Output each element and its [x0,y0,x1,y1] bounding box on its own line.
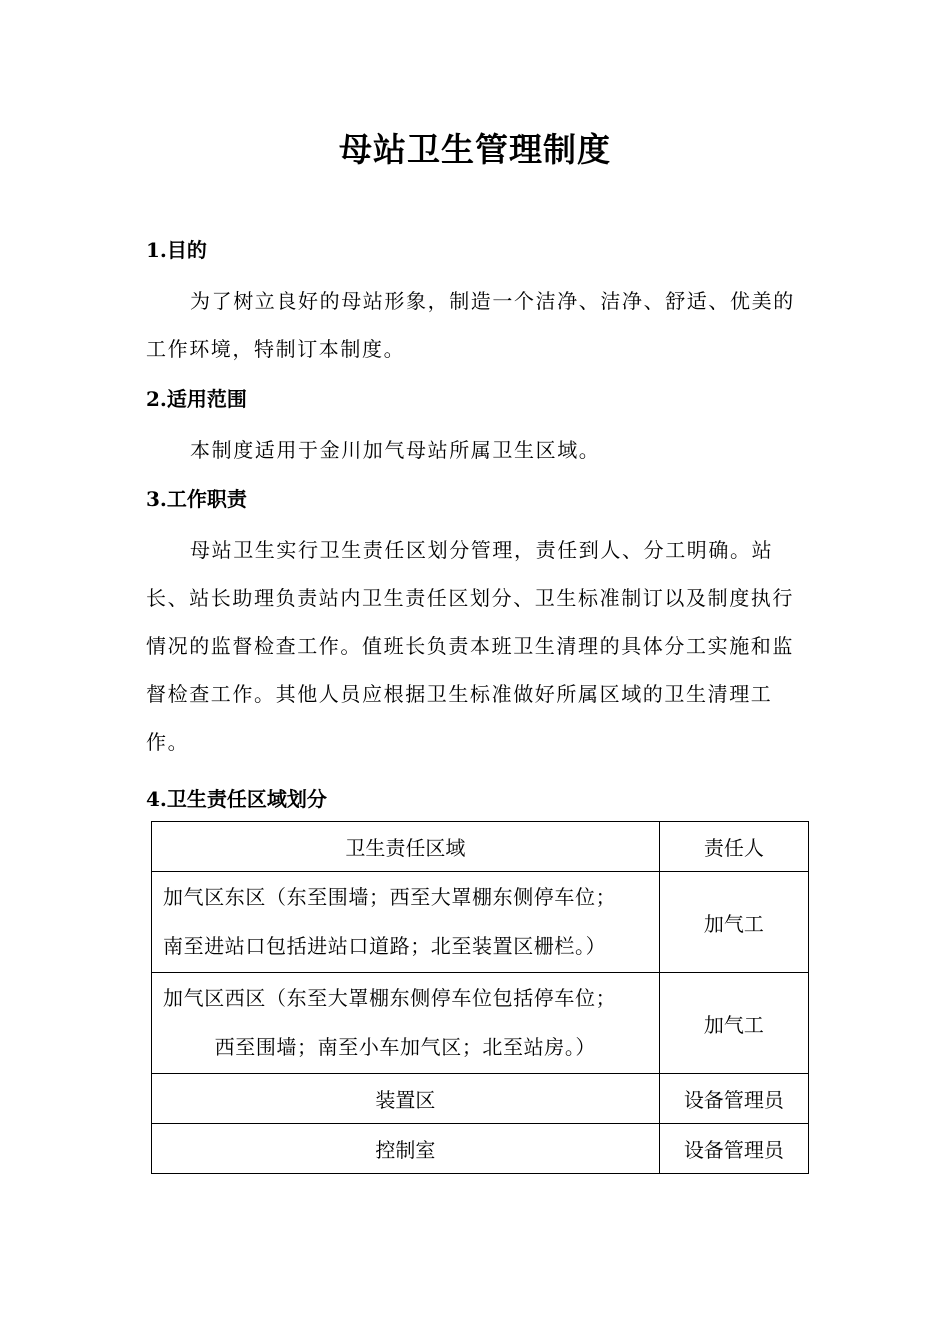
area-cell [152,973,660,1074]
header-area: 卫生责任区域 [152,822,660,872]
responsibility-table [151,821,809,1174]
section-heading-purpose: 1.目的 [146,238,207,262]
section-body-purpose: 为了树立良好的母站形象，制造一个洁净、洁净、舒适、优美的工作环境，特制订本制度。 [146,289,795,361]
table-row [152,973,809,1074]
area-cell: 控制室 [152,1124,660,1174]
area-line: 西至围墙；南至小车加气区；北至站房。） [214,1035,597,1059]
section-body-scope: 本制度适用于金川加气母站所属卫生区域。 [190,438,601,462]
area-line: 加气区东区（东至围墙；西至大罩棚东侧停车位； [163,885,617,909]
document-title: 母站卫生管理制度 [339,130,611,169]
table-row [152,1124,809,1174]
section-heading-scope: 2.适用范围 [146,387,247,411]
table-row [152,1074,809,1124]
section-body-duties: 母站卫生实行卫生责任区划分管理，责任到人、分工明确。站长、站长助理负责站内卫生责任区划分、卫生标准制订以及制度执行情况的监督检查工作。值班长负责本班卫生清理的具体分工实施和监督检查工作。其他人员应根据卫生标准做好所属区域的卫生清理工作。 [146,538,794,754]
section-heading-division: 4.卫生责任区域划分 [146,787,327,811]
header-person: 责任人 [659,822,808,872]
area-cell: 装置区 [152,1074,660,1124]
section-heading-duties: 3.工作职责 [146,487,247,511]
area-line: 加气区西区（东至大罩棚东侧停车位包括停车位； [163,986,617,1010]
person-cell: 设备管理员 [659,1124,808,1174]
table-row [152,872,809,973]
person-cell: 设备管理员 [659,1074,808,1124]
person-cell: 加气工 [659,872,808,973]
area-cell [152,872,660,973]
table-header-row [152,822,809,872]
area-line: 南至进站口包括进站口道路；北至装置区栅栏。） [163,934,607,958]
person-cell: 加气工 [659,973,808,1074]
